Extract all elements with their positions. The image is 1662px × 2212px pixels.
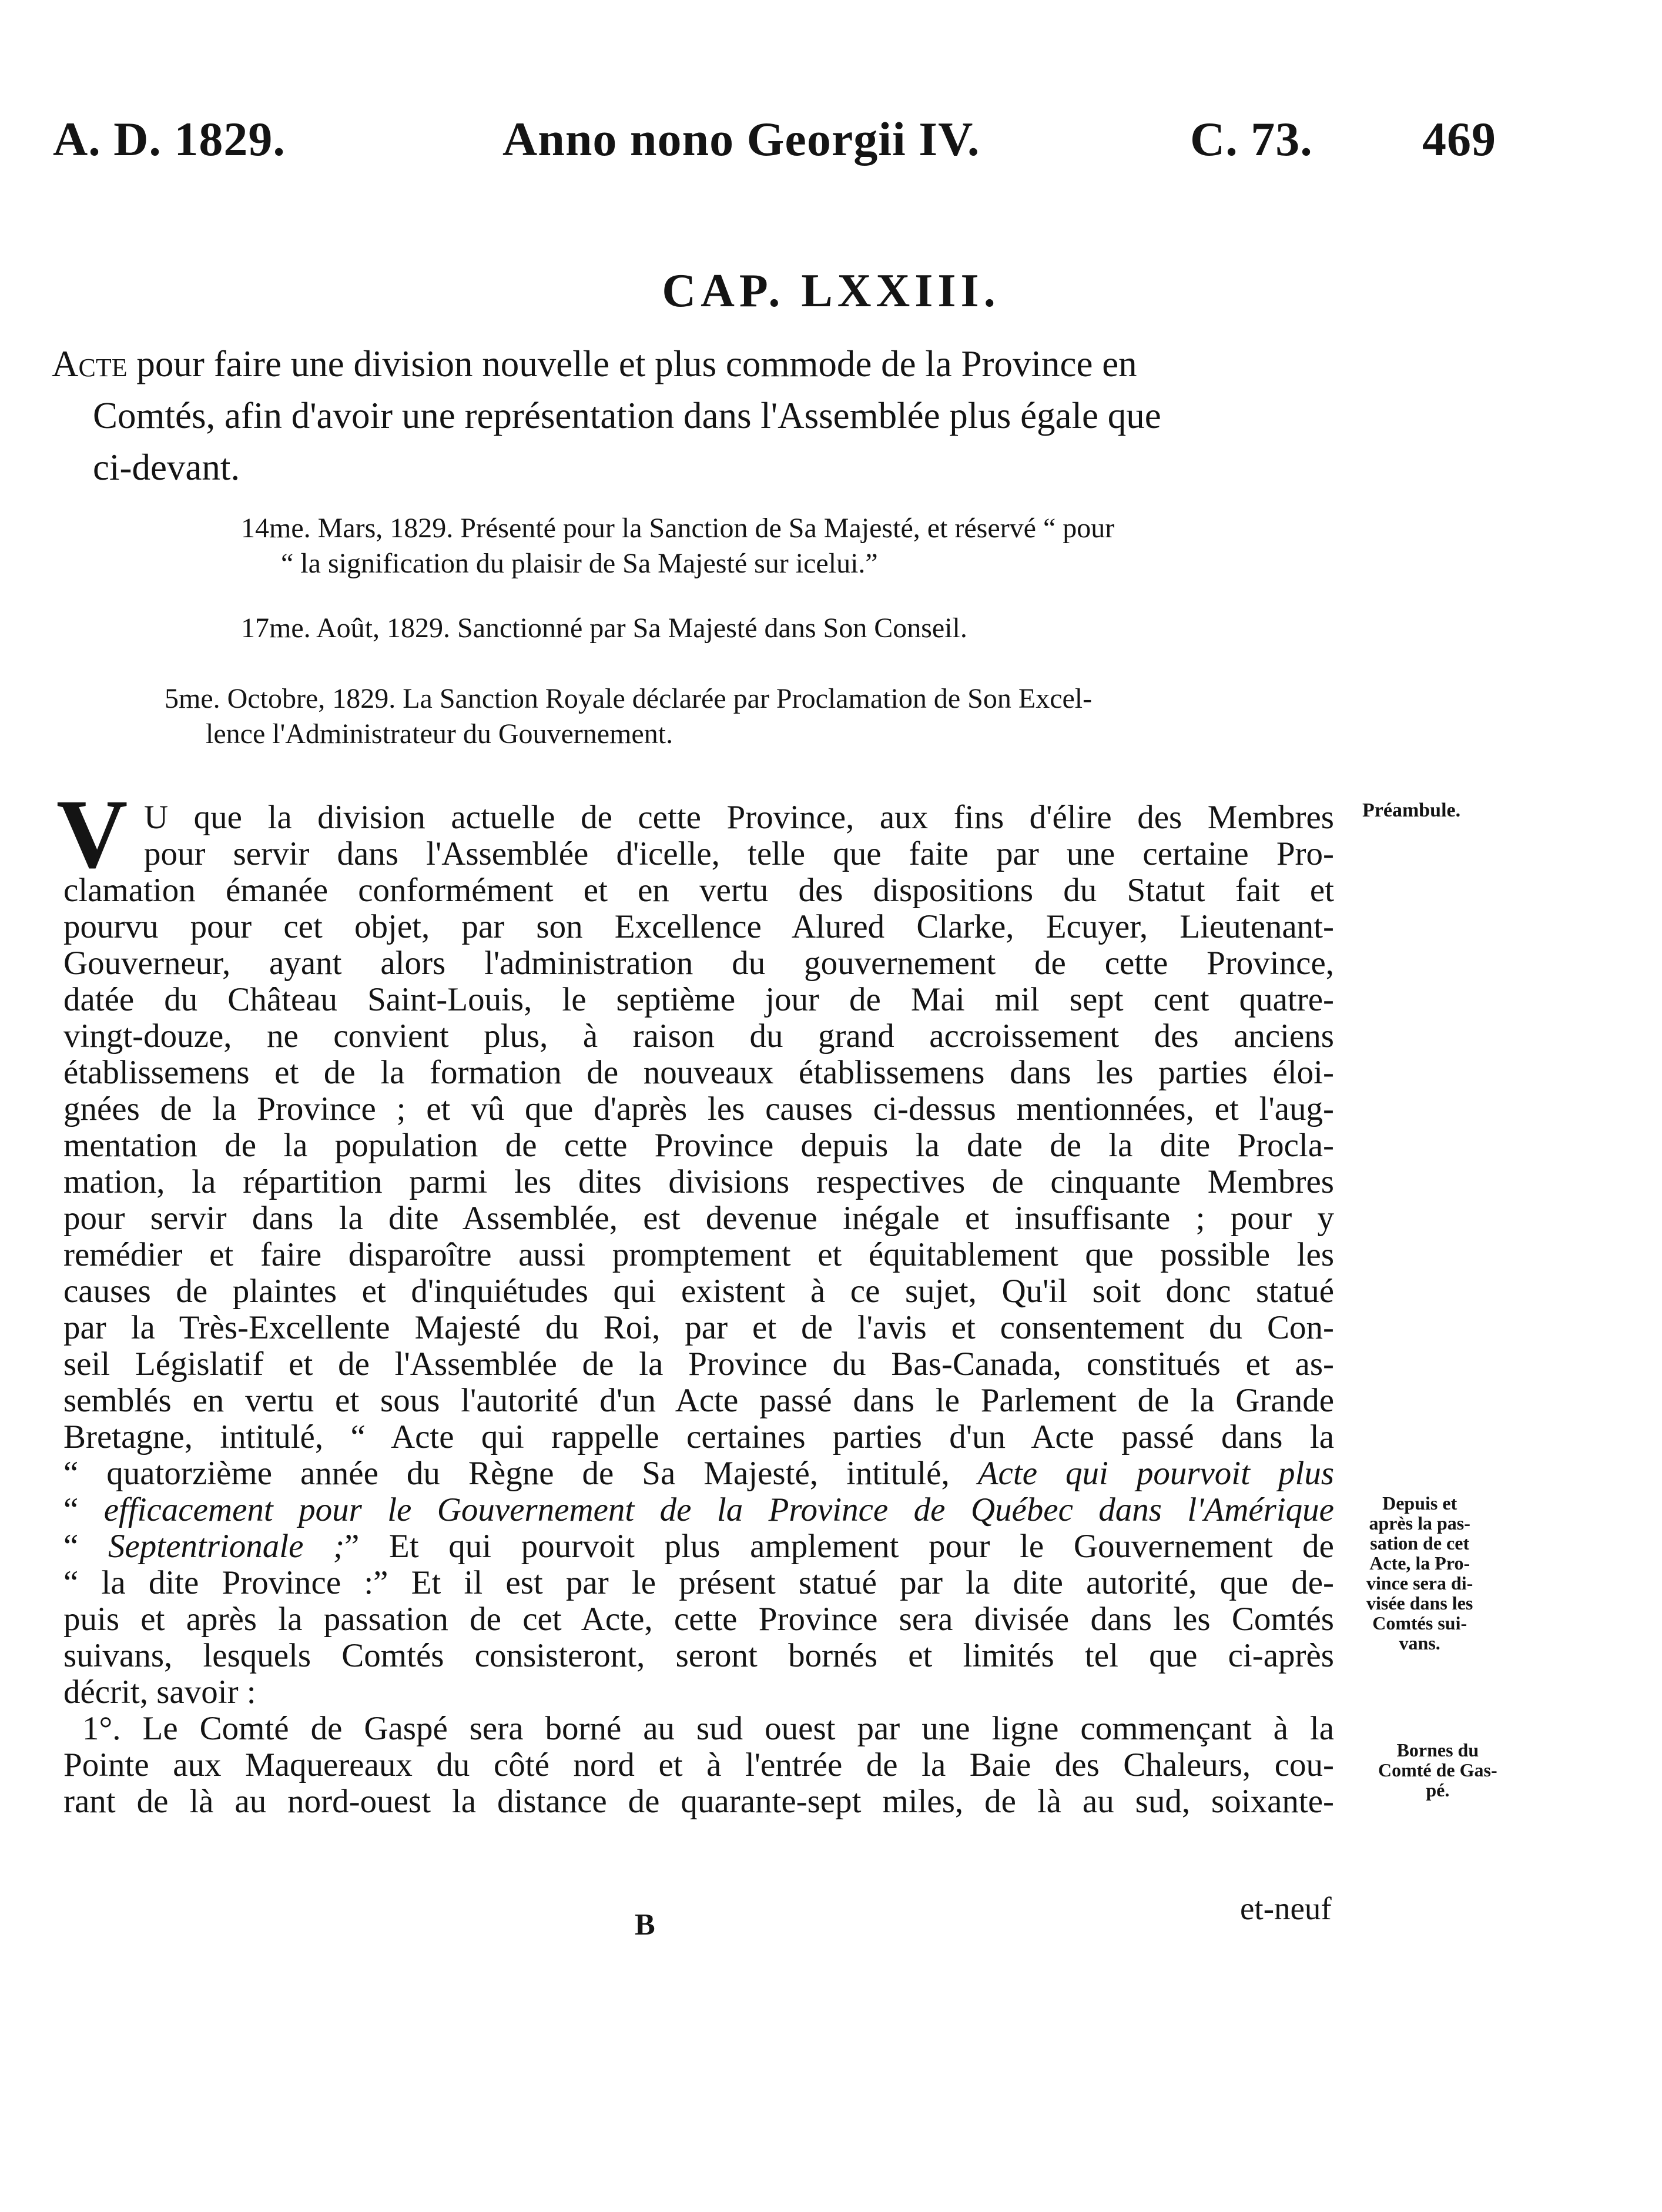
margin-note-preamble: Préambule. (1362, 799, 1461, 821)
body-line: Bretagne, intitulé, “ Acte qui rappelle certaines parties d'un Acte passé dans la (63, 1418, 1334, 1455)
body-line: vingt-douze, ne convient plus, à raison du grand accroissement des anciens (63, 1018, 1334, 1055)
act-title-line-1: pour faire une division nouvelle et plus commode de la Province en (127, 343, 1137, 384)
body-line: Gouverneur, ayant alors l'administration du gouvernement de cette Province, (63, 945, 1334, 982)
body-line: seil Législatif et de l'Assemblée de la Province du Bas-Canada, constitués et as- (63, 1346, 1334, 1383)
body-line-italic-segment: Acte qui pourvoit plus (977, 1455, 1335, 1492)
page-number: 469 (1422, 112, 1496, 166)
body-line: clamation émanée conformément et en vertu des dispositions du Statut fait et (63, 872, 1334, 909)
body-line: mentation de la population de cette Province depuis la date de la dite Procla- (63, 1127, 1334, 1164)
margin-note-division: Depuis et après la pas- sation de cet Acte, la Pro- vince sera di- visée dans les Comtés sui- vans. (1366, 1492, 1473, 1654)
act-title (52, 338, 1351, 493)
body-line: par la Très-Excellente Majesté du Roi, par et de l'avis et consentement du Con- (63, 1309, 1334, 1346)
date-presented-line-1: 14me. Mars, 1829. Présenté pour la Sanction de Sa Majesté, et réservé “ pour (241, 513, 1115, 544)
body-line: semblés en vertu et sous l'autorité d'un Acte passé dans le Parlement de la Grande (63, 1382, 1334, 1419)
drop-cap: V (56, 779, 128, 889)
body-line: puis et après la passation de cet Acte, cette Province sera divisée dans les Comtés (63, 1601, 1334, 1638)
act-title-line-2: Comtés, afin d'avoir une représentation dans l'Assemblée plus égale que (93, 395, 1161, 436)
body-line: pour servir dans l'Assemblée d'icelle, telle que faite par une certaine Pro- (144, 835, 1334, 872)
catchword: et-neuf (1240, 1890, 1332, 1926)
act-title-first-word: Acte (52, 343, 128, 384)
body-line: établissemens et de la formation de nouveaux établissemens dans les parties éloi- (63, 1054, 1334, 1091)
running-head-title: Anno nono Georgii IV. (502, 112, 980, 166)
act-title-line-3: ci-devant. (93, 447, 240, 488)
body-line (63, 1455, 1334, 1492)
body-line-segment: ” Et qui pourvoit plus amplement pour le Gouvernement de (344, 1528, 1334, 1565)
body-line: rant de là au nord-ouest la distance de quarante-sept miles, de là au sud, soixante- (63, 1783, 1334, 1820)
body-line-italic-segment: efficacement pour le Gouvernement de la Province de Québec dans l'Amérique (103, 1491, 1334, 1528)
body-line-segment: “ quatorzième année du Règne de Sa Majesté, intitulé, (63, 1455, 978, 1492)
body-line: remédier et faire disparoître aussi promptement et équitablement que possible les (63, 1236, 1334, 1273)
body-line: “ la dite Province :” Et il est par le présent statué par la dite autorité, que de- (63, 1564, 1334, 1601)
body-line (63, 1492, 1334, 1528)
body-line (63, 1528, 1334, 1565)
date-proclaimed-line-1: 5me. Octobre, 1829. La Sanction Royale déclarée par Proclamation de Son Excel- (165, 683, 1093, 714)
body-line: mation, la répartition parmi les dites divisions respectives de cinquante Membres (63, 1163, 1334, 1200)
body-line: Pointe aux Maquereaux du côté nord et à l'entrée de la Baie des Chaleurs, cou- (63, 1746, 1334, 1783)
body-line: pourvu pour cet objet, par son Excellence Alured Clarke, Ecuyer, Lieutenant- (63, 908, 1334, 945)
body-line: 1°. Le Comté de Gaspé sera borné au sud ouest par une ligne commençant à la (82, 1710, 1334, 1747)
date-proclaimed-line-2: lence l'Administrateur du Gouvernement. (206, 718, 673, 749)
body-line: gnées de la Province ; et vû que d'après les causes ci-dessus mentionnées, et l'aug- (63, 1090, 1334, 1127)
signature-mark: B (635, 1908, 655, 1942)
date-presented-line-2: “ la signification du plaisir de Sa Majesté sur icelui.” (281, 548, 878, 579)
body-line: datée du Château Saint-Louis, le septième jour de Mai mil sept cent quatre- (63, 981, 1334, 1018)
running-head-year: A. D. 1829. (53, 112, 286, 166)
body-line: U que la division actuelle de cette Province, aux fins d'élire des Membres (144, 799, 1334, 836)
body-line: décrit, savoir : (63, 1674, 256, 1711)
body-line-italic-segment: Septentrionale ; (108, 1528, 344, 1565)
body-line: suivans, lesquels Comtés consisteront, seront bornés et limités tel que ci-après (63, 1637, 1334, 1674)
chapter-heading: CAP. LXXIII. (662, 265, 1000, 317)
body-line-segment: “ (63, 1528, 108, 1565)
date-sanctioned: 17me. Août, 1829. Sanctionné par Sa Majesté dans Son Conseil. (241, 613, 967, 644)
body-line: pour servir dans la dite Assemblée, est devenue inégale et insuffisante ; pour y (63, 1200, 1334, 1237)
body-line: causes de plaintes et d'inquiétudes qui existent à ce sujet, Qu'il soit donc statué (63, 1273, 1334, 1310)
running-head-chapter: C. 73. (1190, 112, 1313, 166)
body-line-segment: “ (63, 1491, 104, 1528)
margin-note-gaspe-bounds: Bornes du Comté de Gas- pé. (1378, 1739, 1497, 1801)
